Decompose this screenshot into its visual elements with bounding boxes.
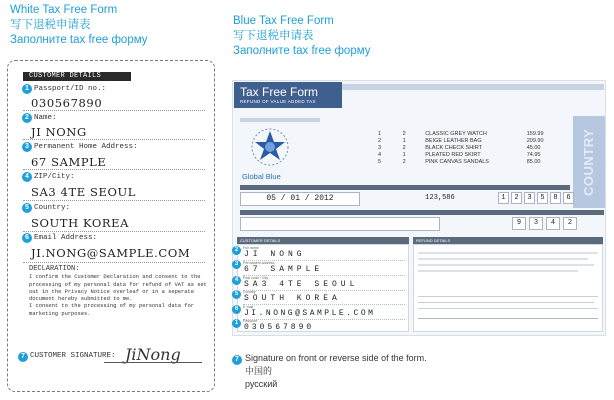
blue-zip-city-label: Post code / City: [243, 276, 269, 280]
signature-label: CUSTOMER SIGNATURE:: [30, 352, 116, 360]
blue-heading-zh: 写下退税申请表: [233, 30, 314, 42]
signature-note: [232, 352, 427, 391]
receipt-digit: 3: [524, 192, 535, 204]
blue-form-heading: [233, 14, 371, 59]
step-number: 3: [22, 142, 32, 152]
passport-label: Passport/ID no.:: [34, 85, 107, 93]
item-units: 1: [402, 138, 406, 144]
country-field[interactable]: SOUTH KOREA: [31, 216, 130, 230]
step-number: 5: [22, 203, 32, 213]
name-label: Name:: [34, 114, 57, 122]
item-price: 159.99: [526, 131, 544, 137]
blue-country-label: Country: [243, 290, 256, 294]
refund-text-line: [418, 264, 594, 266]
amount-digit: 3: [529, 217, 543, 230]
zip-city-field[interactable]: SA3 4TE SEOUL: [31, 185, 137, 199]
item-desc: PINK CANVAS SANDALS: [425, 159, 489, 165]
blue-passport-label: Passport: [243, 319, 258, 323]
amount-digit: 4: [546, 217, 560, 230]
blue-name-label: Full name: [243, 246, 259, 250]
brand-name: Global Blue: [242, 172, 281, 181]
receipt-digit: 1: [498, 192, 509, 204]
field-divider: [23, 169, 205, 170]
white-heading-en: White Tax Free Form: [10, 4, 118, 16]
blue-email-label: E-mail: [243, 305, 254, 309]
refund-details-header: REFUND DETAILS: [413, 237, 603, 244]
blue-email-field[interactable]: JI.NONG@SAMPLE.COM: [244, 309, 376, 318]
item-qty: 2: [378, 138, 382, 144]
name-field[interactable]: JI NONG: [31, 125, 87, 139]
item-units: 2: [402, 159, 406, 165]
step-number: 7: [232, 355, 242, 365]
blue-heading-ru: Заполните tax free форму: [233, 45, 371, 57]
blue-zip-city-field[interactable]: SA3 4TE SEOUL: [244, 280, 359, 289]
field-divider: [23, 200, 205, 201]
items-header-band: [342, 84, 604, 90]
receipt-digit: 8: [550, 192, 561, 204]
totals-bar: [240, 210, 604, 215]
item-desc: BEIGE LEATHER BAG: [425, 138, 482, 144]
field-divider: [23, 110, 205, 111]
step-number: 4: [22, 172, 32, 182]
signature-line: [104, 362, 202, 363]
zip-city-label: ZIP/City:: [34, 173, 75, 181]
item-price: 209.90: [526, 138, 544, 144]
declaration: [29, 266, 209, 318]
address-field[interactable]: 67 SAMPLE: [31, 155, 107, 169]
blue-passport-field[interactable]: 030567890: [244, 323, 315, 332]
country-label: Country:: [34, 204, 71, 212]
item-price: 85.00: [526, 159, 541, 165]
field-divider: [243, 319, 405, 320]
item-qty: 1: [378, 131, 382, 137]
white-heading-ru: Заполните tax free форму: [10, 34, 148, 46]
tax-free-form-title: Tax Free Form: [240, 85, 319, 99]
item-units: 1: [402, 152, 406, 158]
date-year: 2012: [314, 194, 334, 203]
receipt-number: 123,586: [425, 194, 455, 202]
declaration-line: processing of my personal data for refund of VAT as set: [29, 281, 207, 288]
blue-address-label: Permanent address: [243, 261, 275, 265]
white-form-heading: [10, 3, 148, 48]
item-price: 74.95: [526, 152, 541, 158]
receipt-digit: 2: [511, 192, 522, 204]
step-number: 1: [232, 319, 241, 328]
blue-name-field[interactable]: JI NONG: [244, 250, 306, 259]
refund-text-line: [418, 252, 598, 254]
refund-text-line: [418, 302, 594, 303]
step-number: 2: [232, 246, 241, 255]
note-zh: 中国的: [245, 366, 273, 376]
item-row: [378, 158, 540, 166]
declaration-title: DECLARATION:: [29, 265, 80, 273]
item-units: 2: [402, 131, 406, 137]
field-divider: [23, 231, 205, 232]
item-qty: 3: [378, 145, 382, 151]
blue-country-field[interactable]: SOUTH KOREA: [244, 294, 341, 303]
date-receipt-bar: [240, 185, 570, 190]
refund-text-line: [418, 296, 598, 297]
step-number: 4: [232, 276, 241, 285]
date-box: 05 / 01 / 2012: [240, 192, 360, 206]
tax-free-form-header: [234, 82, 342, 108]
item-qty: 4: [378, 152, 382, 158]
amount-digits: [512, 217, 577, 230]
customer-signature[interactable]: JiNong: [125, 345, 181, 364]
blue-address-field[interactable]: 67 SAMPLE: [244, 265, 324, 274]
customer-details-title: CUSTOMER DETAILS: [23, 72, 131, 81]
blue-heading-en: Blue Tax Free Form: [233, 15, 334, 27]
field-divider: [243, 290, 405, 291]
email-field[interactable]: JI.NONG@SAMPLE.COM: [31, 246, 191, 260]
totals-box: [240, 217, 440, 231]
step-number: 1: [22, 84, 32, 94]
item-units: 2: [402, 145, 406, 151]
refund-text-line: [418, 270, 578, 272]
refund-signature-line: [418, 318, 598, 319]
item-price: 45.00: [526, 145, 541, 151]
declaration-line: I confirm the Customer Declaration and consent to the: [29, 274, 201, 281]
declaration-line: document hereby submitted to me.: [29, 296, 133, 303]
refund-text-line: [418, 258, 588, 260]
email-label: Email Address:: [34, 234, 98, 242]
address-label: Permanent Home Address:: [34, 143, 138, 151]
item-desc: PLEATED RED SKIRT: [425, 152, 481, 158]
declaration-line: I consent to the processing of my personal data for: [29, 303, 194, 310]
description-band: [240, 118, 320, 122]
receipt-digit: 6: [563, 192, 574, 204]
item-qty: 5: [378, 159, 382, 165]
note-ru: русский: [245, 379, 278, 389]
blue-customer-details-header: CUSTOMER DETAILS: [237, 237, 409, 244]
passport-field[interactable]: 030567890: [31, 96, 103, 110]
refund-text-line: [418, 308, 598, 309]
note-en: Signature on front or reverse side of the form.: [245, 353, 427, 363]
receipt-digit: 5: [537, 192, 548, 204]
tax-free-form-subtitle: REFUND OF VALUE ADDED TAX: [240, 99, 316, 104]
step-number: 6: [232, 305, 241, 314]
step-number: 3: [232, 260, 241, 269]
field-divider: [23, 262, 205, 263]
item-desc: BLACK CHECK SHIRT: [425, 145, 482, 151]
field-divider: [243, 304, 405, 305]
declaration-line: marketing purposes.: [29, 310, 91, 317]
white-heading-zh: 写下退税申请表: [10, 19, 91, 31]
field-divider: [23, 139, 205, 140]
declaration-line: out in the Privacy Notice overleaf or in a seperate: [29, 288, 194, 295]
step-number: 7: [18, 352, 28, 362]
item-desc: CLASSIC GREY WATCH: [425, 131, 487, 137]
step-number: 6: [22, 233, 32, 243]
amount-digit: 9: [512, 217, 526, 230]
date-month: 01: [290, 194, 300, 203]
global-blue-logo-icon: [250, 126, 290, 168]
receipt-digits: [498, 192, 574, 204]
step-number: 5: [232, 290, 241, 299]
step-number: 2: [22, 113, 32, 123]
date-day: 05: [266, 194, 276, 203]
country-tab: COUNTRY: [573, 116, 605, 208]
amount-digit: 2: [563, 217, 577, 230]
